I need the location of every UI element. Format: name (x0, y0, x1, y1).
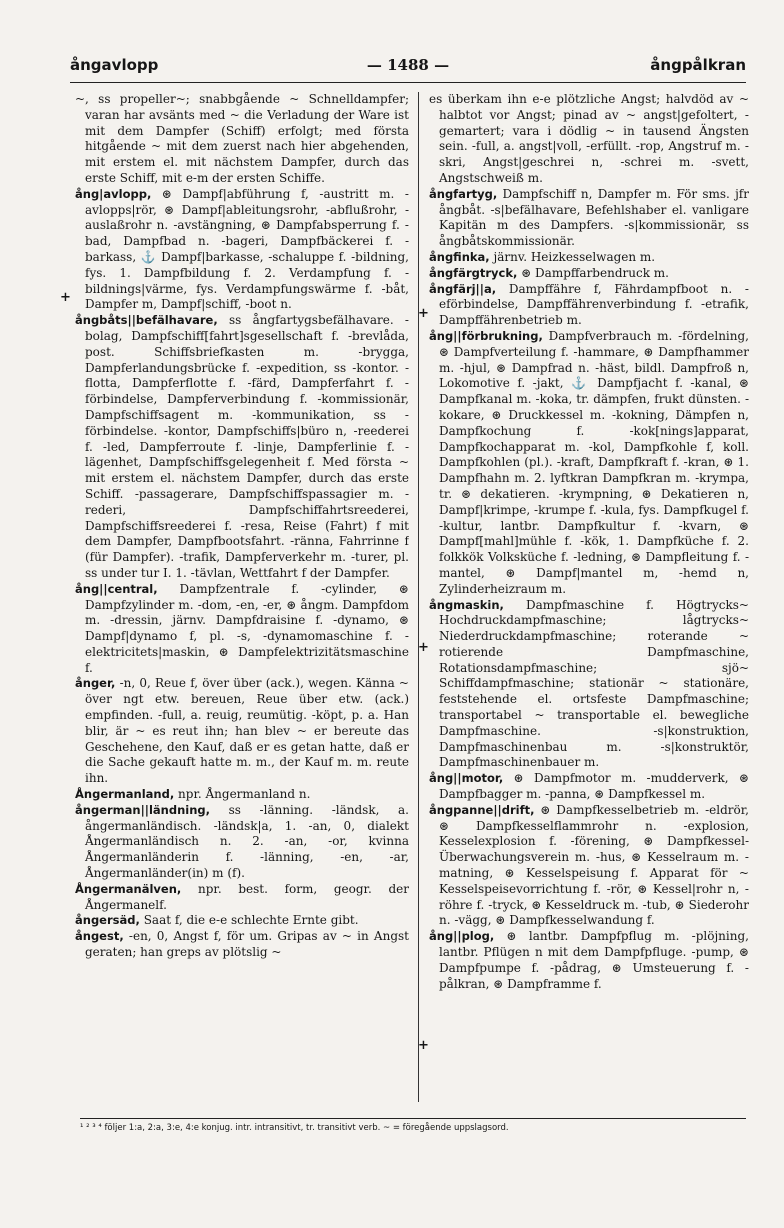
dictionary-entry (429, 187, 749, 250)
entry-text: Dampfzentrale f. -cylinder, ⊛ Dampfzylinder m. -dom, -en, -er, ⊛ ångm. Dampfdom m. -dressin, järnv. Dampfdraisine f. -dynamo, ⊛ Dampf|dynamo f, pl. -s, -dynamomaschine f. -elektricitets|maskin, ⊛ Dampfelektrizitätsmaschine f. (85, 581, 409, 675)
dictionary-entry (429, 329, 749, 598)
dictionary-entry (75, 582, 409, 677)
entry-text: ss -länning. -ländsk, a. ångermanländisch. -ländsk|a, 1. -an, 0, dialekt Ångermanländisch n. 2. -an, -or, kvinna Ångermanländerin f. -länning, -en, -ar, Ångermanländer(in) m (f). (85, 802, 409, 881)
dictionary-entry (75, 187, 409, 313)
entry-headword: Ångermanland, (75, 787, 175, 802)
margin-plus-mark: + (60, 290, 71, 305)
entry-text: npr. best. form, geogr. der Ångermanelf. (85, 881, 409, 912)
dictionary-entry (429, 266, 749, 282)
column-divider (418, 92, 419, 1102)
margin-plus-mark: + (418, 1038, 429, 1053)
dictionary-entry (75, 92, 409, 187)
entry-headword: ångfärj||a, (429, 281, 497, 296)
entry-text: ~, ss propeller~; snabbgående ~ Schnelldampfer; varan har avsänts med ~ die Verladung der Ware ist mit dem Dampfer (Schiff) erfolgt; med första hitgående ~ mit dem zuerst nach hier abgehenden, mit erstem el. mit nächstem Dampfer, durch das erste Schiff, mit e-m der ersten Schiffe. (75, 92, 409, 185)
entry-headword: ång||plog, (429, 929, 495, 944)
entry-text: es überkam ihn e-e plötzliche Angst; halvdöd av ~ halbtot vor Angst; pinad av ~ angst|gefoltert, -gemartert; vara i dödlig ~ in tausend Ängsten sein. -full, a. angst|voll, -erfüllt. -rop, Angstruf m. -skri, Angst|geschrei n, -schrei m. -svett, Angstschweiß m. (429, 92, 749, 185)
margin-plus-mark: + (418, 306, 429, 321)
entry-headword: ångest, (75, 929, 124, 944)
entry-headword: ång|avlopp, (75, 186, 152, 201)
dictionary-entry (429, 598, 749, 772)
entry-text: Saat f, die e-e schlechte Ernte gibt. (143, 913, 359, 928)
dictionary-entry (75, 882, 409, 914)
entry-headword: ång||central, (75, 581, 158, 596)
dictionary-entry (75, 313, 409, 582)
entry-headword: ångbåts||befälhavare, (75, 313, 218, 328)
entry-text: ⊛ Dampfkesselbetrieb m. -eldrör, ⊛ Dampfkesselflammrohr n. -explosion, Kesselexplosion f. -förening, ⊛ Dampfkessel-Überwachungsverein m. -hus, ⊛ Kesselraum m. -matning, ⊛ Kesselspeisung f. Apparat för ~ Kesselspeisevorrichtung f. -rör, ⊛ Kessel|rohr n, -röhre f. -tryck, ⊛ Kesseldruck m. -tub, ⊛ Siederohr n. -vägg, ⊛ Dampfkesselwandung f. (439, 802, 749, 928)
dictionary-entry (75, 803, 409, 882)
dictionary-entry (429, 92, 749, 187)
dictionary-entry (75, 676, 409, 787)
entry-headword: Ångermanälven, (75, 881, 182, 896)
entry-headword: ångmaskin, (429, 597, 504, 612)
entry-headword: ångfärgtryck, (429, 265, 518, 280)
entry-text: Dampffähre f, Fährdampfboot n. -eförbindelse, Dampffährenverbindung f. -etrafik, Dampffährenbetrieb m. (439, 281, 749, 328)
entry-text: npr. Ångermanland n. (178, 787, 311, 802)
page-header (70, 56, 746, 83)
page-footer-legend: ¹ ² ³ ⁴ följer 1:a, 2:a, 3:e, 4:e konjug. intr. intransitivt, tr. transitivt verb. ~ = föregående uppslagsord. (80, 1118, 746, 1143)
entry-text: Dampfverbrauch m. -fördelning, ⊛ Dampfverteilung f. -hammare, ⊛ Dampfhammer m. -hjul, ⊛ Dampfrad n. -häst, bildl. Dampfroß n, Lokomotive f. -jakt, ⚓ Dampfjacht f. -kanal, ⊛ Dampfkanal m. -koka, tr. dämpfen, frukt dünsten. -kokare, ⊛ Druckkessel m. -kokning, Dämpfen n, Dampfkochung f. -kok[nings]apparat, Dampfkochapparat m. -kol, Dampfkohle f, koll. Dampfkohlen (pl.). -kraft, Dampfkraft f. -kran, ⊛ 1. Dampfhahn m. 2. lyftkran Dampfkran m. -krympa, tr. ⊛ dekatieren. -krympning, ⊛ Dekatieren n, Dampf|krimpe, -krumpe f. -kula, fys. Dampfkugel f. -kultur, lantbr. Dampfkultur f. -kvarn, ⊛ Dampf[mahl]mühle f. -kök, 1. Dampfküche f. 2. folkkök Volksküche f. -ledning, ⊛ Dampfleitung f. -mantel, ⊛ Dampf|mantel m, -hemd n, Zylinderheizraum m. (439, 328, 749, 596)
entry-text: -n, 0, Reue f, över über (ack.), wegen. Känna ~ över ngt etw. bereuen, Reue über etw. (ack.) empfinden. -full, a. reuig, reumütig. -köpt, p. a. Han blir, är ~ es reut ihn; han blev ~ er bereute das Geschehene, den Kauf, daß er es getan hatte, daß er die Sache gekauft hatte m. m., der Kauf m. m. reute ihn. (85, 676, 409, 786)
dictionary-entry (429, 250, 749, 266)
entry-text: Dampfmaschine f. Högtrycks~ Hochdruckdampfmaschine; lågtrycks~ Niederdruckdampfmaschine; roterande ~ rotierende Dampfmaschine, Rotationsdampfmaschine; sjö~ Schiffdampfmaschine; stationär ~ stationäre, feststehende el. ortsfeste Dampfmaschine; transportabel ~ transportable el. bewegliche Dampfmaschine. -s|konstruktion, Dampfmaschinenbau m. -s|konstruktör, Dampfmaschinenbauer m. (439, 597, 749, 770)
left-column (75, 92, 409, 1102)
entry-headword: ångfinka, (429, 249, 490, 264)
entry-headword: ång||förbrukning, (429, 328, 543, 343)
entry-text: järnv. Heizkesselwagen m. (493, 249, 656, 264)
dictionary-entry (429, 803, 749, 929)
dictionary-entry (429, 929, 749, 992)
dictionary-entry (75, 787, 409, 803)
entry-headword: ångerman||ländning, (75, 802, 211, 817)
entry-text: ss ångfartygsbefälhavare. -bolag, Dampfschiff[fahrt]sgesellschaft f. -brevlåda, post. Schiffsbriefkasten m. -brygga, Dampferlandungsbrücke f. -expedition, ss -kontor. -flotta, Dampferflotte f. -färd, Dampferfahrt f. -förbindelse, Dampferverbindung f. -kommissionär, Dampfschiffsagent m. -kommunikation, ss -förbindelse. -kontor, Dampfschiffs|büro n, -reederei f. -led, Dampferroute f. -linje, Dampferlinie f. -lägenhet, Dampfschiffsgelegenheit f. Med första ~ mit erstem el. nächstem Dampfer, durch das erste Schiff. -passagerare, Dampfschiffspassagier m. -rederi, Dampfschiffahrtsreederei, Dampfschiffsreederei f. -resa, Reise (Fahrt) f mit dem Dampfer, Dampfbootsfahrt. -ränna, Fahrrinne f (für Dampfer). -trafik, Dampferverkehr m. -turer, pl. ss under tur I. 1. -tävlan, Wettfahrt f der Dampfer. (85, 313, 409, 580)
entry-text: ⊛ Dampfmotor m. -mudderverk, ⊛ Dampfbagger m. -panna, ⊛ Dampfkessel m. (439, 771, 749, 802)
entry-headword: ångpanne||drift, (429, 802, 535, 817)
entry-headword: ångfartyg, (429, 186, 498, 201)
entry-text: ⊛ Dampffarbendruck m. (521, 265, 669, 280)
header-left-headword: ångavlopp (70, 56, 159, 74)
margin-plus-mark: + (418, 640, 429, 655)
dictionary-entry (429, 282, 749, 329)
dictionary-entry (75, 913, 409, 929)
dictionary-entry (75, 929, 409, 961)
dictionary-entry (429, 771, 749, 803)
entry-headword: ånger, (75, 676, 116, 691)
entry-text: ⊛ Dampf|abführung f, -austritt m. -avlopps|rör, ⊛ Dampf|ableitungsrohr, -abflußrohr, -auslaßrohr n. -avstängning, ⊛ Dampfabsperrung f. -bad, Dampfbad n. -bageri, Dampfbäckerei f. -barkass, ⚓ Dampf|barkasse, -schaluppe f. -bildning, fys. 1. Dampfbildung f. 2. Verdampfung f. -bildnings|värme, fys. Verdampfungswärme f. -båt, Dampfer m, Dampf|schiff, -boot n. (85, 186, 409, 312)
entry-text: -en, 0, Angst f, för um. Gripas av ~ in Angst geraten; han greps av plötslig ~ (85, 929, 409, 960)
right-column (429, 92, 749, 1102)
page-number: — 1488 — (366, 56, 450, 74)
entry-headword: ångersäd, (75, 913, 140, 928)
entry-text: ⊛ lantbr. Dampfpflug m. -plöjning, lantbr. Pflügen n mit dem Dampfpfluge. -pump, ⊛ Dampfpumpe f. -pådrag, ⊛ Umsteuerung f. -pålkran, ⊛ Dampframme f. (439, 929, 749, 991)
header-right-headword: ångpålkran (650, 56, 746, 74)
entry-headword: ång||motor, (429, 771, 504, 786)
entry-text: Dampfschiff n, Dampfer m. För sms. jfr ångbåt. -s|befälhavare, Befehlshaber el. vanligare Kapitän m des Dampfers. -s|kommissionär, ss ångbåtskommissionär. (439, 186, 749, 249)
